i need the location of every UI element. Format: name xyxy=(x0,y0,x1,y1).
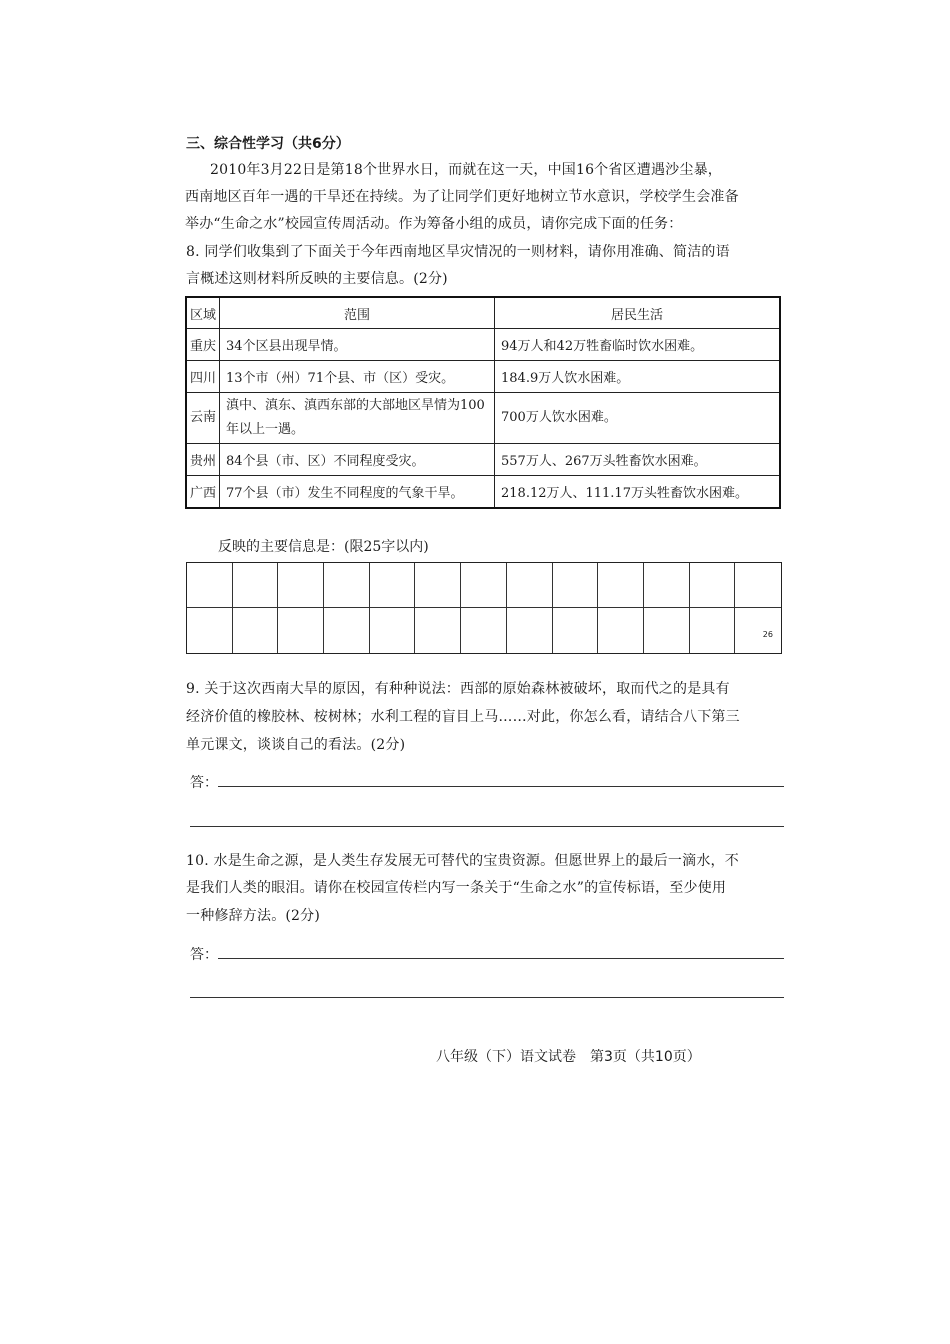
grid-cell[interactable] xyxy=(187,608,233,653)
question-9-answer-label: 答： xyxy=(190,775,218,791)
grid-cell[interactable] xyxy=(415,563,461,608)
grid-cell[interactable] xyxy=(370,563,416,608)
grid-cell[interactable] xyxy=(507,563,553,608)
grid-cell[interactable] xyxy=(598,608,644,653)
grid-count-mark: 26 xyxy=(762,630,773,639)
table-row xyxy=(186,476,780,509)
table-header-row xyxy=(186,297,780,329)
life-cell: 94万人和42万牲畜临时饮水困难。 xyxy=(495,329,781,361)
question-10-line-1: 10. 水是生命之源，是人类生存发展无可替代的宝贵资源。但愿世界上的最后一滴水，不 xyxy=(186,853,739,869)
grid-cell[interactable] xyxy=(461,608,507,653)
region-cell: 云南 xyxy=(186,393,220,444)
question-9-answer-line-2[interactable] xyxy=(190,826,784,827)
page-footer: 八年级（下）语文试卷 第3页（共10页） xyxy=(436,1049,701,1065)
grid-cell[interactable] xyxy=(507,608,553,653)
grid-cell[interactable] xyxy=(233,563,279,608)
grid-cell[interactable] xyxy=(644,563,690,608)
question-9-line-2: 经济价值的橡胶林、桉树林；水利工程的盲目上马……对此，你怎么看，请结合八下第三 xyxy=(186,709,740,725)
question-9-line-1: 9. 关于这次西南大旱的原因，有种种说法：西部的原始森林被破坏，取而代之的是具有 xyxy=(186,681,730,697)
question-8-answer-label: 反映的主要信息是：(限25字以内) xyxy=(218,539,429,555)
question-9-answer-line-1[interactable] xyxy=(218,786,784,787)
question-10-line-2: 是我们人类的眼泪。请你在校园宣传栏内写一条关于“生命之水”的宣传标语，至少使用 xyxy=(186,880,727,896)
table-row xyxy=(186,361,780,393)
region-cell: 贵州 xyxy=(186,444,220,476)
question-9-line-3: 单元课文，谈谈自己的看法。(2分) xyxy=(186,737,406,753)
header-life: 居民生活 xyxy=(495,297,781,329)
scope-cell: 滇中、滇东、滇西东部的大部地区旱情为100年以上一遇。 xyxy=(220,393,495,444)
life-cell: 700万人饮水困难。 xyxy=(495,393,781,444)
region-cell: 重庆 xyxy=(186,329,220,361)
question-10-line-3: 一种修辞方法。(2分) xyxy=(186,908,321,924)
question-8-line-1: 8. 同学们收集到了下面关于今年西南地区旱灾情况的一则材料，请你用准确、简洁的语 xyxy=(186,244,730,260)
life-cell: 184.9万人饮水困难。 xyxy=(495,361,781,393)
region-cell: 四川 xyxy=(186,361,220,393)
grid-cell[interactable] xyxy=(553,563,599,608)
grid-cell[interactable] xyxy=(187,563,233,608)
grid-cell-last[interactable] xyxy=(735,608,781,653)
question-8-line-2: 言概述这则材料所反映的主要信息。(2分) xyxy=(186,271,448,287)
header-scope: 范围 xyxy=(220,297,495,329)
grid-cell[interactable] xyxy=(690,563,736,608)
intro-line-2: 西南地区百年一遇的干旱还在持续。为了让同学们更好地树立节水意识，学校学生会准备 xyxy=(185,189,739,205)
grid-cell[interactable] xyxy=(324,608,370,653)
question-10-answer-label: 答： xyxy=(190,947,218,963)
scope-cell: 84个县（市、区）不同程度受灾。 xyxy=(220,444,495,476)
grid-cell[interactable] xyxy=(644,608,690,653)
intro-line-3: 举办“生命之水”校园宣传周活动。作为筹备小组的成员，请你完成下面的任务： xyxy=(185,216,683,232)
table-row xyxy=(186,393,780,444)
scope-cell: 77个县（市）发生不同程度的气象干旱。 xyxy=(220,476,495,509)
grid-cell[interactable] xyxy=(690,608,736,653)
section-title: 三、综合性学习（共6分） xyxy=(186,136,350,152)
grid-cell[interactable] xyxy=(735,563,781,608)
table-row xyxy=(186,444,780,476)
grid-cell[interactable] xyxy=(324,563,370,608)
answer-grid[interactable] xyxy=(186,562,782,654)
question-10-answer-line-1[interactable] xyxy=(218,958,784,959)
grid-cell[interactable] xyxy=(461,563,507,608)
scope-cell: 34个区县出现旱情。 xyxy=(220,329,495,361)
region-cell: 广西 xyxy=(186,476,220,509)
life-cell: 557万人、267万头牲畜饮水困难。 xyxy=(495,444,781,476)
question-10-answer-line-2[interactable] xyxy=(190,997,784,998)
grid-cell[interactable] xyxy=(553,608,599,653)
table-row xyxy=(186,329,780,361)
grid-cell[interactable] xyxy=(598,563,644,608)
grid-cell[interactable] xyxy=(278,563,324,608)
scope-cell: 13个市（州）71个县、市（区）受灾。 xyxy=(220,361,495,393)
grid-cell[interactable] xyxy=(415,608,461,653)
drought-table xyxy=(185,296,781,509)
life-cell: 218.12万人、111.17万头牲畜饮水困难。 xyxy=(495,476,781,509)
grid-cell[interactable] xyxy=(233,608,279,653)
intro-line-1: 2010年3月22日是第18个世界水日，而就在这一天，中国16个省区遭遇沙尘暴， xyxy=(210,162,722,178)
header-region: 区域 xyxy=(186,297,220,329)
grid-cell[interactable] xyxy=(370,608,416,653)
grid-cell[interactable] xyxy=(278,608,324,653)
